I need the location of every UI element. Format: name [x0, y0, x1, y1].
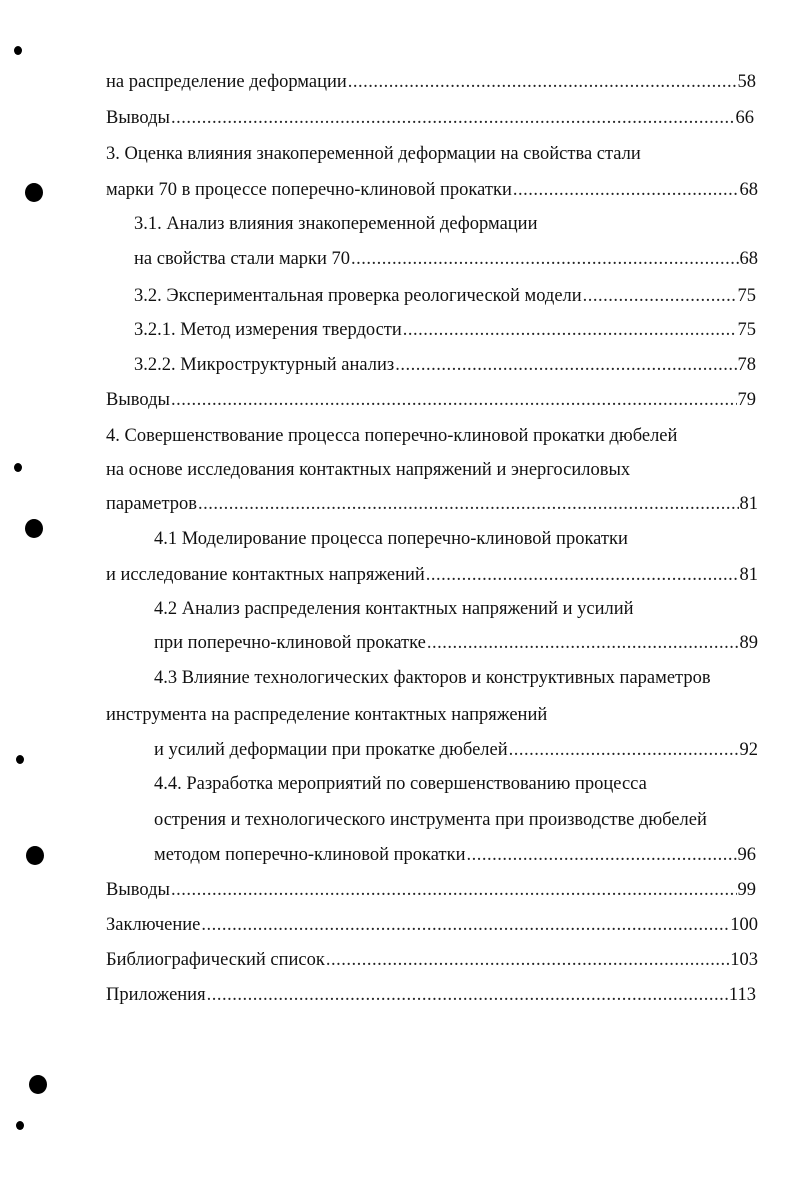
toc-entry-text: 3. Оценка влияния знакопеременной деформации на свойства стали — [106, 144, 641, 164]
toc-entry-text: и усилий деформации при прокатке дюбелей — [154, 740, 508, 760]
toc-page-number: 79 — [737, 390, 756, 410]
toc-entry — [106, 914, 758, 936]
dot-leader — [171, 107, 735, 129]
toc-entry-text: 3.2.1. Метод измерения твердости — [134, 320, 402, 340]
dot-leader — [201, 914, 729, 936]
toc-entry — [134, 319, 756, 341]
toc-entry-text: 3.2. Экспериментальная проверка реологической модели — [134, 286, 582, 306]
binder-hole-small-3 — [16, 755, 24, 764]
toc-entry — [134, 213, 537, 235]
toc-page-number: 66 — [735, 108, 754, 128]
toc-entry-text: 3.1. Анализ влияния знакопеременной деформации — [134, 214, 538, 234]
toc-entry — [134, 285, 756, 307]
toc-entry-text: Выводы — [106, 390, 170, 410]
toc-entry — [134, 354, 756, 376]
toc-entry — [106, 984, 756, 1006]
toc-entry-text: 4.2 Анализ распределения контактных напряжений и усилий — [154, 599, 634, 619]
toc-entry-text: на основе исследования контактных напряжений и энергосиловых — [106, 460, 631, 480]
toc-entry — [106, 143, 641, 165]
binder-hole-3 — [26, 846, 44, 865]
toc-page-number: 75 — [737, 320, 756, 340]
toc-page-number: 103 — [730, 950, 758, 970]
binder-hole-4 — [29, 1075, 47, 1094]
toc-page-number: 92 — [739, 740, 758, 760]
toc-entry-text: марки 70 в процессе поперечно-клиновой прокатки — [106, 180, 512, 200]
dot-leader — [171, 389, 737, 411]
toc-entry — [106, 704, 547, 726]
binder-hole-small-2 — [14, 463, 22, 472]
toc-entry — [134, 248, 758, 270]
toc-entry-text: и исследование контактных напряжений — [106, 565, 425, 585]
toc-entry — [154, 809, 707, 831]
toc-entry — [154, 773, 647, 795]
dot-leader — [326, 949, 729, 971]
toc-entry — [106, 389, 756, 411]
toc-entry — [106, 107, 754, 129]
toc-entry-text: на распределение деформации — [106, 72, 347, 92]
toc-entry-text: Выводы — [106, 108, 170, 128]
binder-hole-1 — [25, 183, 43, 202]
dot-leader — [207, 984, 728, 1006]
toc-page-number: 113 — [728, 985, 756, 1005]
dot-leader — [171, 879, 737, 901]
toc-entry-text: 4.1 Моделирование процесса поперечно-клиновой прокатки — [154, 529, 628, 549]
toc-entry-text: 4. Совершенствование процесса поперечно-клиновой прокатки дюбелей — [106, 426, 678, 446]
binder-hole-small-1 — [14, 46, 22, 55]
toc-page-number: 99 — [737, 880, 756, 900]
toc-entry — [154, 528, 628, 550]
toc-entry-text: Заключение — [106, 915, 201, 935]
binder-hole-small-4 — [16, 1121, 24, 1130]
dot-leader — [513, 179, 739, 201]
dot-leader — [395, 354, 736, 376]
toc-page-number: 78 — [737, 355, 756, 375]
toc-entry-text: Приложения — [106, 985, 206, 1005]
toc-page-number: 68 — [739, 249, 758, 269]
binder-hole-2 — [25, 519, 43, 538]
toc-entry — [154, 598, 634, 620]
toc-entry-text: 4.4. Разработка мероприятий по совершенствованию процесса — [154, 774, 647, 794]
toc-page-number: 100 — [730, 915, 758, 935]
toc-entry — [154, 739, 758, 761]
dot-leader — [583, 285, 737, 307]
toc-page-number: 58 — [737, 72, 756, 92]
toc-entry-text: острения и технологического инструмента при производстве дюбелей — [154, 810, 707, 830]
toc-entry-text: при поперечно-клиновой прокатке — [154, 633, 426, 653]
toc-entry-text: Выводы — [106, 880, 170, 900]
toc-entry — [106, 179, 758, 201]
toc-page-number: 89 — [739, 633, 758, 653]
toc-page-number: 81 — [739, 565, 758, 585]
toc-entry — [106, 71, 756, 93]
toc-entry — [154, 844, 756, 866]
toc-entry-text: параметров — [106, 494, 198, 514]
dot-leader — [348, 71, 737, 93]
toc-entry — [106, 949, 758, 971]
toc-entry-text: инструмента на распределение контактных напряжений — [106, 705, 548, 725]
toc-page-number: 96 — [737, 845, 756, 865]
toc-entry — [106, 425, 677, 447]
toc-entry — [154, 632, 758, 654]
dot-leader — [509, 739, 739, 761]
toc-entry — [106, 879, 756, 901]
dot-leader — [403, 319, 737, 341]
toc-page-number: 81 — [739, 494, 758, 514]
toc-entry-text: Библиографический список — [106, 950, 325, 970]
toc-page-number: 75 — [737, 286, 756, 306]
toc-entry-text: методом поперечно-клиновой прокатки — [154, 845, 466, 865]
toc-entry-text: 3.2.2. Микроструктурный анализ — [134, 355, 395, 375]
toc-page-number: 68 — [739, 180, 758, 200]
toc-entry — [154, 667, 711, 689]
dot-leader — [351, 248, 738, 270]
dot-leader — [198, 493, 738, 515]
toc-entry-text: на свойства стали марки 70 — [134, 249, 351, 269]
toc-entry — [106, 564, 758, 586]
dot-leader — [426, 564, 739, 586]
dot-leader — [427, 632, 739, 654]
toc-entry — [106, 459, 630, 481]
dot-leader — [466, 844, 736, 866]
toc-entry-text: 4.3 Влияние технологических факторов и конструктивных параметров — [154, 668, 711, 688]
toc-entry — [106, 493, 758, 515]
